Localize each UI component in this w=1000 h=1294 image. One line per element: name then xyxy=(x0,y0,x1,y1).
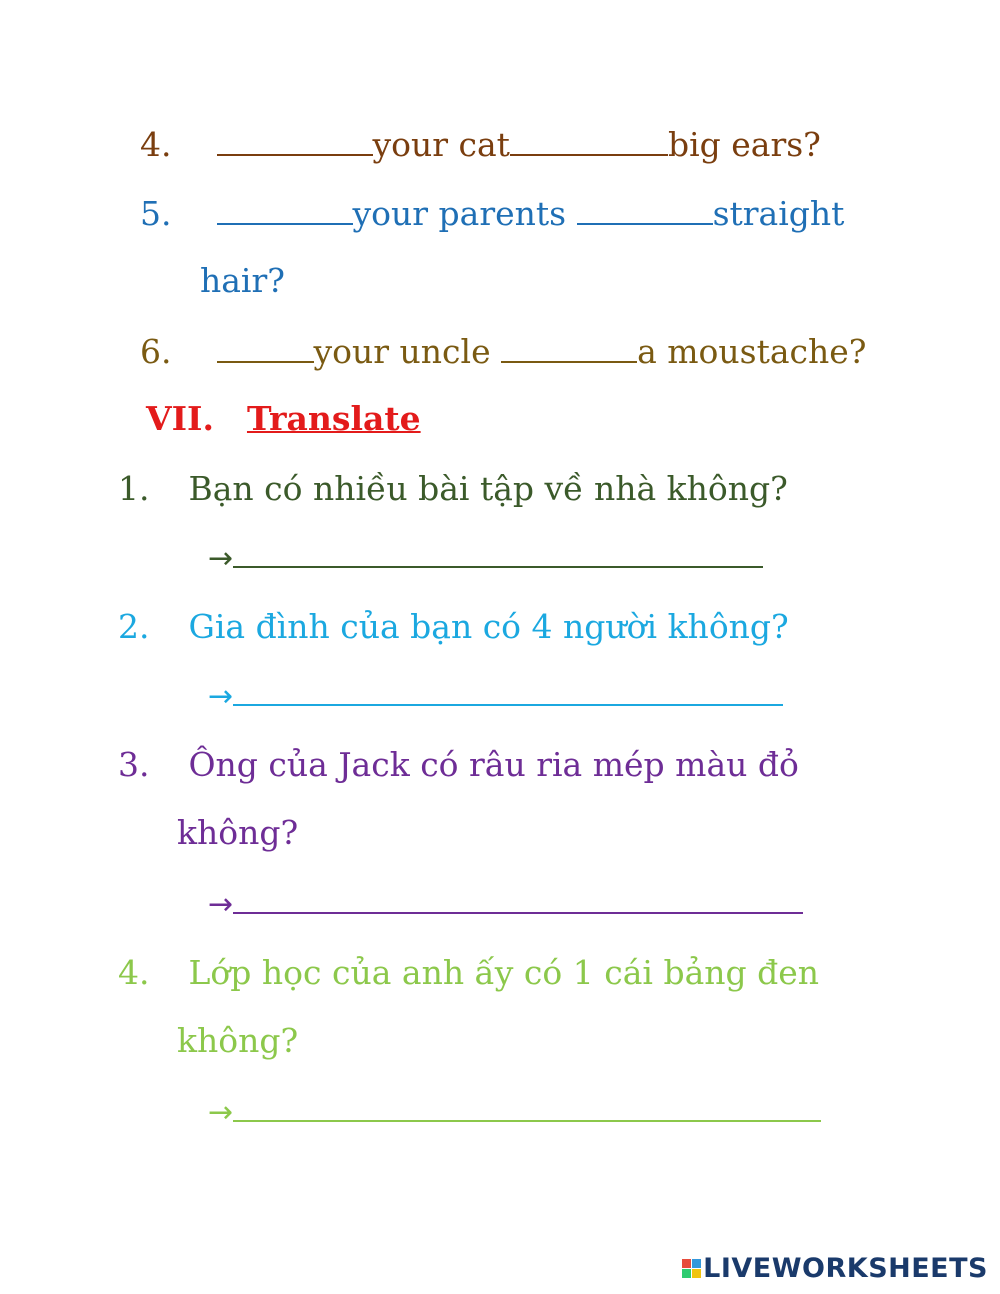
translate-item-3-continued: không? xyxy=(177,813,299,852)
section-title: Translate xyxy=(246,399,421,438)
question-5-continued: hair? xyxy=(200,261,285,300)
logo-text: LIVEWORKSHEETS xyxy=(703,1253,988,1284)
arrow-right-icon: → xyxy=(208,887,234,922)
question-text: your uncle xyxy=(313,332,502,371)
answer-blank[interactable] xyxy=(501,331,637,363)
answer-field[interactable] xyxy=(233,882,803,914)
question-text: your cat xyxy=(372,125,510,164)
question-text: your parents xyxy=(352,194,577,233)
logo-icon xyxy=(682,1259,701,1278)
arrow-right-icon: → xyxy=(208,679,234,714)
item-text: Bạn có nhiều bài tập về nhà không? xyxy=(188,469,788,508)
answer-line-3 xyxy=(208,882,803,925)
answer-blank[interactable] xyxy=(577,193,713,225)
answer-blank[interactable] xyxy=(217,193,353,225)
question-5 xyxy=(140,193,844,234)
question-text: a moustache? xyxy=(637,332,867,371)
question-number: 4. xyxy=(140,125,172,164)
question-number: 6. xyxy=(140,332,172,371)
answer-field[interactable] xyxy=(233,536,763,568)
answer-blank[interactable] xyxy=(217,124,373,156)
question-4 xyxy=(140,124,821,165)
question-6 xyxy=(140,331,867,372)
answer-line-1 xyxy=(208,536,763,579)
question-text: straight xyxy=(712,194,845,233)
translate-item-3 xyxy=(118,745,799,785)
liveworksheets-logo xyxy=(682,1253,988,1284)
answer-field[interactable] xyxy=(233,1090,821,1122)
translate-item-4-continued: không? xyxy=(177,1021,299,1060)
translate-item-4 xyxy=(118,953,819,993)
translate-item-2 xyxy=(118,607,789,647)
answer-field[interactable] xyxy=(233,674,783,706)
question-text: big ears? xyxy=(667,125,821,164)
translate-item-1 xyxy=(118,469,788,509)
section-number: VII. xyxy=(146,399,214,438)
answer-blank[interactable] xyxy=(510,124,668,156)
section-heading xyxy=(146,399,421,439)
answer-line-4 xyxy=(208,1090,821,1133)
item-text: Lớp học của anh ấy có 1 cái bảng đen xyxy=(188,953,820,992)
answer-blank[interactable] xyxy=(217,331,314,363)
answer-line-2 xyxy=(208,674,783,717)
arrow-right-icon: → xyxy=(208,1095,234,1130)
item-text: Ông của Jack có râu ria mép màu đỏ xyxy=(188,745,799,784)
arrow-right-icon: → xyxy=(208,541,234,576)
item-number: 1. xyxy=(118,469,150,508)
question-number: 5. xyxy=(140,194,172,233)
item-number: 4. xyxy=(118,953,150,992)
item-number: 2. xyxy=(118,607,150,646)
item-number: 3. xyxy=(118,745,150,784)
item-text: Gia đình của bạn có 4 người không? xyxy=(188,607,789,646)
